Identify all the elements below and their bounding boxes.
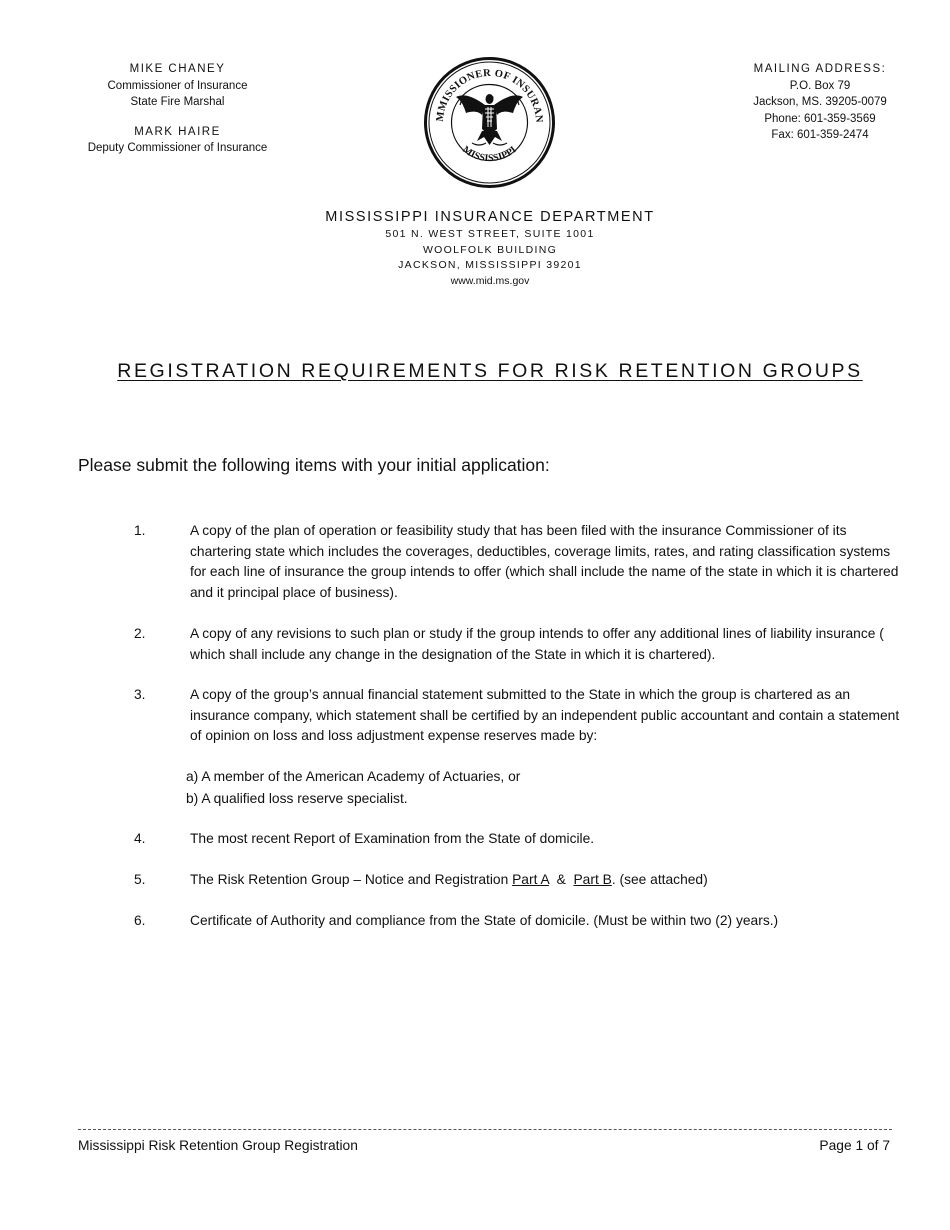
item-number: 5.	[134, 872, 146, 887]
page-number: Page 1 of 7	[819, 1138, 890, 1153]
item-number: 6.	[134, 913, 146, 928]
department-block	[280, 207, 700, 289]
commissioner-role: State Fire Marshal	[130, 96, 225, 108]
item-text: Certificate of Authority and compliance from the State of domicile. (Must be within two (2) years.)	[190, 913, 779, 928]
mailing-address-block	[730, 61, 910, 144]
department-street: 501 N. WEST STREET, SUITE 1001	[385, 228, 595, 240]
department-city: JACKSON, MISSISSIPPI 39201	[398, 259, 582, 271]
department-building: WOOLFOLK BUILDING	[422, 243, 558, 256]
item-number: 2.	[134, 626, 146, 641]
part-a-link[interactable]: Part A	[512, 872, 549, 887]
mailing-city: Jackson, MS. 39205-0079	[753, 96, 887, 108]
document-title: REGISTRATION REQUIREMENTS FOR RISK RETENTION GROUPS	[117, 360, 863, 382]
commissioner-title: Commissioner of Insurance	[107, 79, 248, 92]
mailing-address-label: MAILING ADDRESS:	[753, 63, 887, 75]
commissioner-name: MIKE CHANEY	[129, 63, 226, 75]
svg-text:MISSISSIPPI	[460, 144, 518, 164]
item-number: 4.	[134, 831, 146, 846]
item-text	[190, 870, 902, 891]
part-b-link[interactable]: Part B	[573, 872, 612, 887]
department-name: MISSISSIPPI INSURANCE DEPARTMENT	[325, 209, 655, 225]
eagle-seal-icon	[422, 55, 557, 190]
item-text: A copy of any revisions to such plan or study if the group intends to offer any additional lines of liability insurance ( which shall include any change in the designation of the State in which it is chartered).	[190, 626, 884, 662]
intro-text: Please submit the following items with your initial application:	[78, 455, 550, 475]
item-number: 3.	[134, 687, 146, 702]
sub-item-b: b) A qualified loss reserve specialist.	[186, 791, 408, 806]
deputy-title: Deputy Commissioner of Insurance	[87, 142, 268, 154]
item-text-after: . (see attached)	[611, 872, 708, 887]
department-website: www.mid.ms.gov	[450, 274, 530, 287]
footer-divider	[78, 1129, 892, 1130]
item-text: The most recent Report of Examination from the State of domicile.	[190, 831, 595, 846]
item-text: A copy of the group’s annual financial statement submitted to the State in which the group is chartered as an insurance company, which statement shall be certified by an independent public accountant and contain a statement of opinion on loss and loss adjustment expense reserves made by:	[190, 687, 900, 743]
item-number: 1.	[134, 523, 146, 538]
item-text-before: The Risk Retention Group – Notice and Registration	[190, 872, 513, 887]
deputy-name: MARK HAIRE	[134, 125, 221, 138]
footer-title: Mississippi Risk Retention Group Registration	[78, 1138, 358, 1153]
seal-top-text: MMISSIONER OF INSURAN	[434, 67, 545, 124]
po-box: P.O. Box 79	[789, 79, 851, 92]
fax-number: Fax: 601-359-2474	[771, 129, 869, 141]
phone-number: Phone: 601-359-3569	[764, 112, 876, 125]
commissioner-seal	[422, 55, 557, 190]
sub-item-a: a) A member of the American Academy of Actuaries, or	[186, 769, 521, 784]
commissioner-block	[60, 61, 295, 157]
item-text-mid: &	[548, 872, 574, 887]
document-title-wrap	[0, 360, 950, 383]
item-text: A copy of the plan of operation or feasibility study that has been filed with the insurance Commissioner of its chartering state which includes the coverages, deductibles, coverage limits, rates, and rating classification systems for each line of insurance the group intends to offer (which shall include the name of the state in which it is chartered and it principal place of business).	[190, 523, 899, 600]
seal-bottom-text: MISSISSIPPI	[460, 144, 519, 165]
